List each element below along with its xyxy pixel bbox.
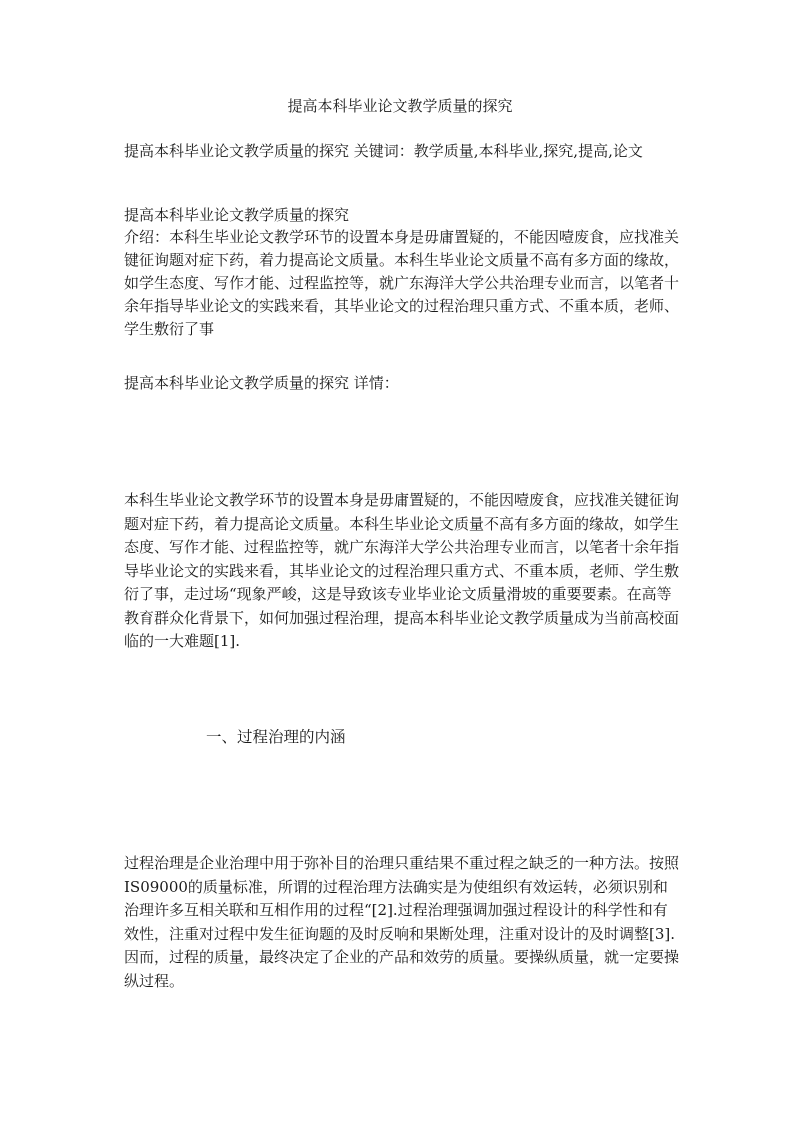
section-heading: 一、过程治理的内涵 [206, 728, 346, 746]
intro-paragraph: 介绍：本科生毕业论文教学环节的设置本身是毋庸置疑的，不能因噎废食，应找准关键征询题对症下药，着力提高论文质量。本科生毕业论文质量不高有多方面的缘故，如学生态度、写作才能、过程监控等，就广东海洋大学公共治理专业而言，以笔者十余年指导毕业论文的实践来看，其毕业论文的过程治理只重方式、不重本质，老师、学生敷衍了事 [124, 228, 680, 338]
document-title: 提高本科毕业论文教学质量的探究 [287, 97, 513, 115]
detail-heading: 提高本科毕业论文教学质量的探究 详情： [124, 374, 399, 392]
body-paragraph-2: 过程治理是企业治理中用于弥补目的治理只重结果不重过程之缺乏的一种方法。按照IS09000的质量标准，所谓的过程治理方法确实是为使组织有效运转，必须识别和治理许多互相关联和互相作用的过程“[2].过程治理强调加强过程设计的科学性和有效性，注重对过程中发生征询题的及时反响和果断处理，注重对设计的及时调整[3].因而，过程的质量，最终决定了企业的产品和效劳的质量。要操纵质量，就一定要操纵过程。 [124, 854, 680, 990]
keywords-line: 提高本科毕业论文教学质量的探究 关键词：教学质量,本科毕业,探究,提高,论文 [124, 142, 643, 160]
intro-heading: 提高本科毕业论文教学质量的探究 [124, 206, 350, 224]
body-paragraph-1: 本科生毕业论文教学环节的设置本身是毋庸置疑的，不能因噎废食，应找准关键征询题对症下药，着力提高论文质量。本科生毕业论文质量不高有多方面的缘故，如学生态度、写作才能、过程监控等，就广东海洋大学公共治理专业而言，以笔者十余年指导毕业论文的实践来看，其毕业论文的过程治理只重方式、不重本质，老师、学生敷衍了事，走过场“现象严峻，这是导致该专业毕业论文质量滑坡的重要要素。在高等教育群众化背景下，如何加强过程治理，提高本科毕业论文教学质量成为当前高校面临的一大难题[1]. [124, 491, 680, 650]
